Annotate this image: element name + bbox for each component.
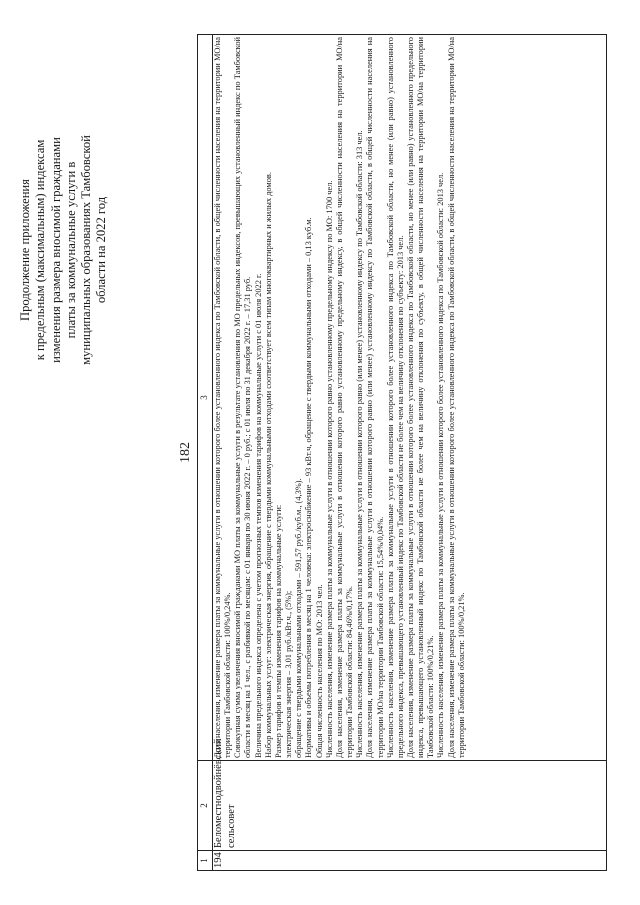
index-table [197,34,607,871]
column-number: 1 [198,851,213,871]
appendix-header [18,35,110,465]
description-paragraph: Нормативы и объемы потребления в месяц на 1 человека: электроснабжение – 93 кВт.ч, обращение с твердыми коммунальными отходами – 0,13 куб.м. [304,217,314,758]
row-description [213,35,607,761]
header-line: платы за коммунальные услуги в [63,161,78,339]
description-paragraph: Размер тарифов и темпы изменения тарифов на коммунальные услуги: [273,504,283,758]
description-paragraph: Доля населения, изменение размера платы за коммунальные услуги в отношении которого более установленного индекса по Тамбовской области, но менее (или равно) установленного предельного индекса, превышающего установленный индекс по Тамбовской области не более чем на величину отклонения по субъекту, в общей численности населения на территории МО/на территории Тамбовской области: 100%/0,21%. [405,37,436,758]
column-number: 2 [198,761,213,851]
description-paragraph: Доля населения, изменение размера платы за коммунальные услуги в отношении которого равно (или менее) установленному индексу по Тамбовской области, в общей численности населения на территории МО/на территории Тамбовской области: 15,54%/0,04%. [365,37,385,758]
column-number-row [198,35,213,871]
description-paragraph: Численность населения, изменение размера платы за коммунальные услуги в отношении которого более установленного индекса по Тамбовской области, но менее (или равно) установленного предельного индекса, превышающего установленный индекс по Тамбовской области не более чем на величину отклонения по субъекту: 2013 чел. [385,37,405,758]
header-line: области на 2022 год [94,196,109,304]
header-line: изменения размера вносимой гражданами [48,137,63,363]
row-number: 194 [213,851,607,871]
header-line: муниципальных образованиях Тамбовской [79,135,94,365]
page-number: 182 [178,442,193,463]
header-line: к предельным (максимальным) индексам [33,139,48,361]
municipality-name: Беломестнодвойнёвский сельсовет [213,761,607,851]
table-row [213,35,607,871]
description-paragraph: обращение с твердыми коммунальными отходами – 591,57 руб./куб.м., (4,3%). [294,478,304,758]
description-paragraph: Доля населения, изменение размера платы за коммунальные услуги в отношении которого более установленного индекса по Тамбовской области, в общей численности населения на территории МО/на территории Тамбовской области: 100%/0,21%. [446,37,466,758]
description-paragraph: Общая численность населения по МО: 2013 чел. [314,584,324,758]
header-line: Продолжение приложения [18,179,32,321]
description-paragraph: Совокупная сумма увеличения вносимой гражданами МО платы за коммунальные услуги в результате установления по МО предельных индексов, превышающих установленный индекс по Тамбовской области в месяц на 1 чел., с разбивкой по месяцам: с 01 января по 30 июня 2022 г. – 0 руб.; с 01 июля по 31 декабря 2022 г. – 17,31 руб. [233,37,253,758]
column-number: 3 [198,35,213,761]
description-paragraph: электрическая энергия – 3,01 руб./кВт.ч., (5%); [284,590,294,758]
description-paragraph: Численность населения, изменение размера платы за коммунальные услуги в отношении которого равно установленному предельному индексу по МО: 1700 чел. [324,180,334,758]
description-paragraph: Доля населения, изменение размера платы за коммунальные услуги в отношении которого более установленного индекса по Тамбовской области, в общей численности населения на территории МО/на территории Тамбовской области: 100%/0,24%. [213,37,233,758]
description-paragraph: Численность населения, изменение размера платы за коммунальные услуги в отношении которого равно (или менее) установленному индексу по Тамбовской области: 313 чел. [355,130,365,758]
description-paragraph: Численность населения, изменение размера платы за коммунальные услуги в отношении которого более установленного индекса по Тамбовской области: 2013 чел. [436,172,446,758]
description-paragraph: Величина предельного индекса определена с учетом прогнозных темпов изменения тарифов на коммунальные услуги с 01 июля 2022 г. [253,273,263,758]
description-paragraph: Набор коммунальных услуг: электрическая энергия, обращение с твердыми коммунальными отходами соответствует всем типам многоквартирных и жилых домов. [263,172,273,758]
description-paragraph: Доля населения, изменение размера платы за коммунальные услуги в отношении которого равно установленному предельному индексу, в общей численности населения на территории МО/на территории Тамбовской области: 84,46%/0,17%. [334,37,355,758]
